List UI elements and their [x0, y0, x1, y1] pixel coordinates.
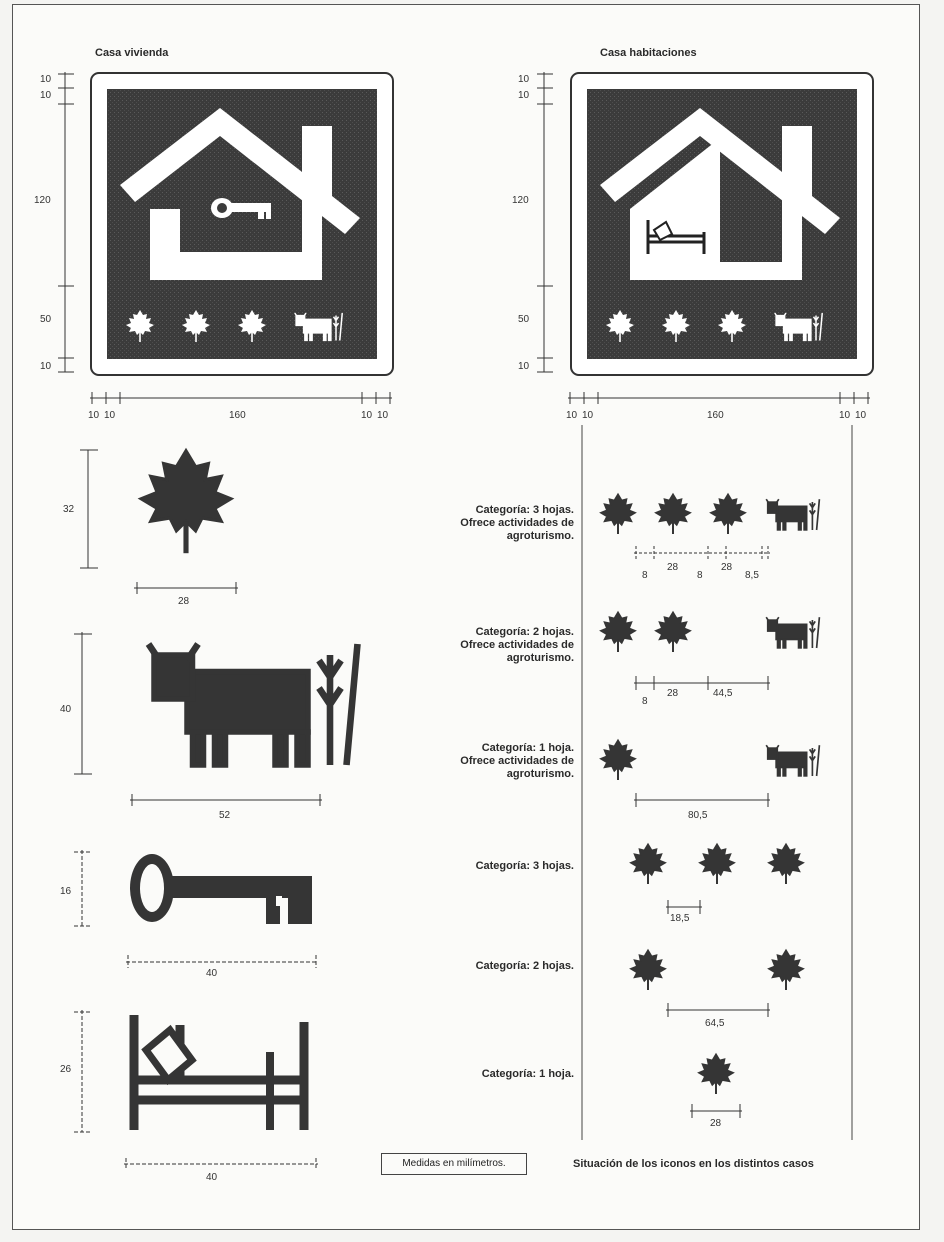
dim-top-margin: 10 — [40, 74, 52, 85]
case-3-dim: 80,5 — [688, 810, 708, 821]
case-1-label: Categoría: 3 hojas. Ofrece actividades de agroturismo. — [460, 504, 574, 542]
case-2-dim: 8 — [642, 696, 648, 707]
case-1-dim: 8 — [642, 570, 648, 581]
case-1-dim: 8,5 — [745, 570, 759, 581]
case-6-label: Categoría: 1 hoja. — [481, 1068, 574, 1080]
dim-top-border-r: 10 — [518, 90, 530, 101]
dim-left-margin: 10 — [88, 410, 100, 421]
leaf-icon — [631, 950, 666, 990]
leaf-icon — [631, 844, 666, 884]
case-4-dim: 18,5 — [670, 913, 690, 924]
dim-right-margin: 10 — [377, 410, 389, 421]
dim-left-border: 10 — [104, 410, 116, 421]
leaf-width: 28 — [178, 596, 190, 607]
case-2-label: Categoría: 2 hojas. Ofrece actividades de agroturismo. — [460, 626, 574, 664]
case-1-dim: 28 — [667, 562, 679, 573]
cow-icon — [766, 745, 819, 776]
leaf-icon — [699, 1054, 734, 1094]
bed-height: 26 — [60, 1064, 72, 1075]
leaf-icon — [769, 950, 804, 990]
case-1-dim: 28 — [721, 562, 733, 573]
leaf-icon — [769, 844, 804, 884]
case-4-label: Categoría: 3 hojas. — [475, 860, 574, 872]
case-6-dim: 28 — [710, 1118, 722, 1129]
caption: Situación de los iconos en los distintos casos — [573, 1158, 814, 1170]
cow-width: 52 — [219, 810, 231, 821]
case-1-dim: 8 — [697, 570, 703, 581]
case-2-dim: 44,5 — [713, 688, 733, 699]
dim-icons-height: 50 — [40, 314, 52, 325]
heading-casa-vivienda: Casa vivienda — [95, 47, 169, 59]
case-3-label: Categoría: 1 hoja. Ofrece actividades de agroturismo. — [460, 742, 574, 780]
dim-right-border-r: 10 — [839, 410, 851, 421]
leaf-icon — [601, 612, 636, 652]
dim-bottom-margin-r: 10 — [518, 361, 530, 372]
leaf-icon — [601, 740, 636, 780]
leaf-height: 32 — [63, 504, 75, 515]
dim-left-margin-r: 10 — [566, 410, 578, 421]
key-width: 40 — [206, 968, 218, 979]
leaf-icon — [700, 844, 735, 884]
dim-bottom-margin: 10 — [40, 361, 52, 372]
heading-casa-habitaciones: Casa habitaciones — [600, 47, 697, 59]
dim-right-border: 10 — [361, 410, 373, 421]
case-2-dim: 28 — [667, 688, 679, 699]
dim-house-height: 120 — [34, 195, 51, 206]
units-note: Medidas en milímetros. — [381, 1153, 527, 1175]
cow-height: 40 — [60, 704, 72, 715]
dim-right-margin-r: 10 — [855, 410, 867, 421]
key-height: 16 — [60, 886, 72, 897]
dim-top-margin-r: 10 — [518, 74, 530, 85]
bed-width: 40 — [206, 1172, 218, 1183]
case-5-label: Categoría: 2 hojas. — [475, 960, 574, 972]
dim-sign-width-r: 160 — [707, 410, 724, 421]
leaf-icon — [601, 494, 636, 534]
dim-house-height-r: 120 — [512, 195, 529, 206]
dim-icons-height-r: 50 — [518, 314, 530, 325]
dim-top-border: 10 — [40, 90, 52, 101]
dim-left-border-r: 10 — [582, 410, 594, 421]
case-5-dim: 64,5 — [705, 1018, 725, 1029]
dim-sign-width: 160 — [229, 410, 246, 421]
cow-icon — [766, 617, 819, 648]
leaf-icon — [656, 494, 691, 534]
leaf-icon — [711, 494, 746, 534]
leaf-icon — [656, 612, 691, 652]
cow-icon — [766, 499, 819, 530]
